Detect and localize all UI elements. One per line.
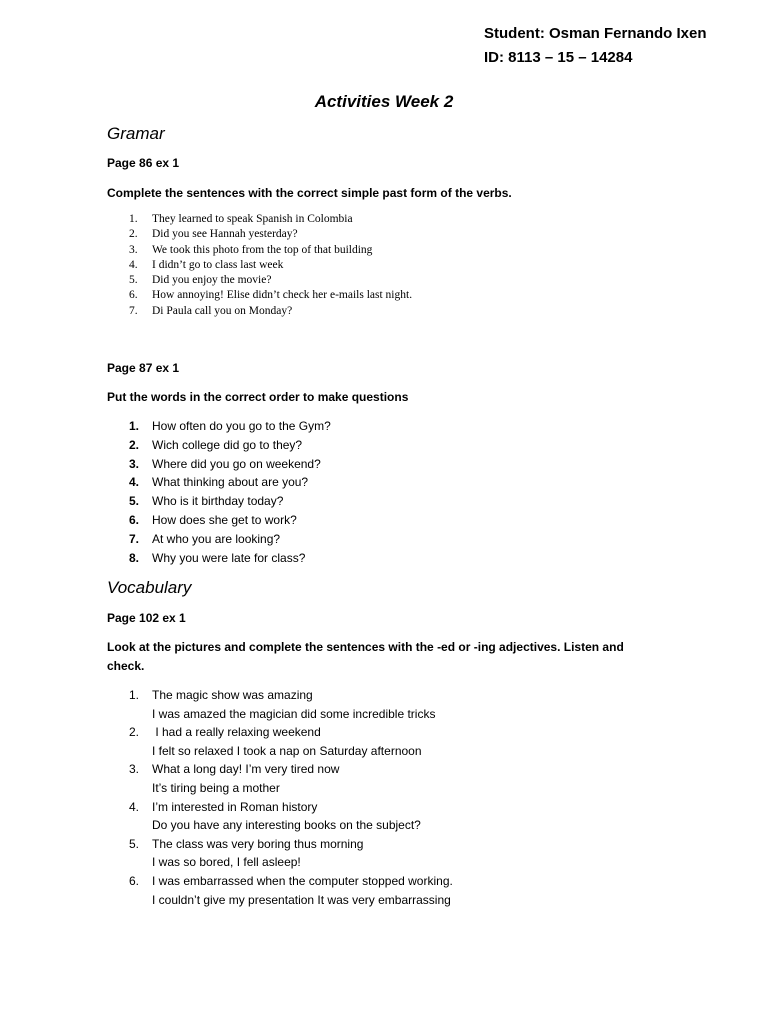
list-item: 4. What thinking about are you? xyxy=(129,475,309,490)
exercise-instruction: Complete the sentences with the correct simple past form of the verbs. xyxy=(107,186,512,200)
list-item: 6. How does she get to work? xyxy=(129,512,297,527)
student-name: Student: Osman Fernando Ixen xyxy=(484,25,707,42)
exercise-instruction: Look at the pictures and complete the sentences with the -ed or -ing adjectives. Listen and check. xyxy=(107,640,624,673)
vocabulary-list xyxy=(129,686,453,909)
list-item: 2. Wich college did go to they? xyxy=(129,437,303,452)
exercise-page-ref: Page 86 ex 1 xyxy=(107,156,180,170)
list-item: 6. How annoying! Elise didn’t check her e-mails last night. xyxy=(129,289,413,302)
list-item: 3. We took this photo from the top of that building xyxy=(129,243,373,256)
list-item: 8. Why you were late for class? xyxy=(129,550,306,565)
section-heading-grammar: Gramar xyxy=(107,124,165,143)
grammar-ex2-list xyxy=(129,417,331,567)
list-item: 1. They learned to speak Spanish in Colombia xyxy=(129,213,353,225)
list-item: 6. I was embarrassed when the computer stopped working. I couldn’t give my presentation It was very embarrassing xyxy=(129,873,453,907)
list-item: 2. I had a really relaxing weekend I felt so relaxed I took a nap on Saturday afternoon xyxy=(129,725,422,758)
section-heading-vocabulary: Vocabulary xyxy=(107,578,192,597)
list-item: 3. Where did you go on weekend? xyxy=(129,456,321,471)
list-item: 4. I’m interested in Roman history Do you have any interesting books on the subject? xyxy=(129,799,421,833)
list-item: 7. Di Paula call you on Monday? xyxy=(129,304,293,317)
student-id: ID: 8113 – 15 – 14284 xyxy=(484,49,633,66)
list-item: 5. Did you enjoy the movie? xyxy=(129,274,272,287)
list-item: 1. The magic show was amazing I was amazed the magician did some incredible tricks xyxy=(129,688,436,721)
list-item: 2. Did you see Hannah yesterday? xyxy=(129,228,298,241)
list-item: 1. How often do you go to the Gym? xyxy=(129,419,331,433)
grammar-ex1-list xyxy=(129,212,412,319)
exercise-page-ref: Page 87 ex 1 xyxy=(107,361,180,375)
document-title: Activities Week 2 xyxy=(314,92,454,111)
list-item: 5. Who is it birthday today? xyxy=(129,494,284,509)
exercise-page-ref: Page 102 ex 1 xyxy=(107,611,186,625)
list-item: 7. At who you are looking? xyxy=(129,531,281,546)
student-info xyxy=(484,22,707,70)
list-item: 3. What a long day! I’m very tired now It’s tiring being a mother xyxy=(129,762,340,795)
list-item: 4. I didn’t go to class last week xyxy=(129,258,284,271)
exercise-instruction: Put the words in the correct order to make questions xyxy=(107,390,409,404)
list-item: 5. The class was very boring thus morning I was so bored, I fell asleep! xyxy=(129,836,364,870)
